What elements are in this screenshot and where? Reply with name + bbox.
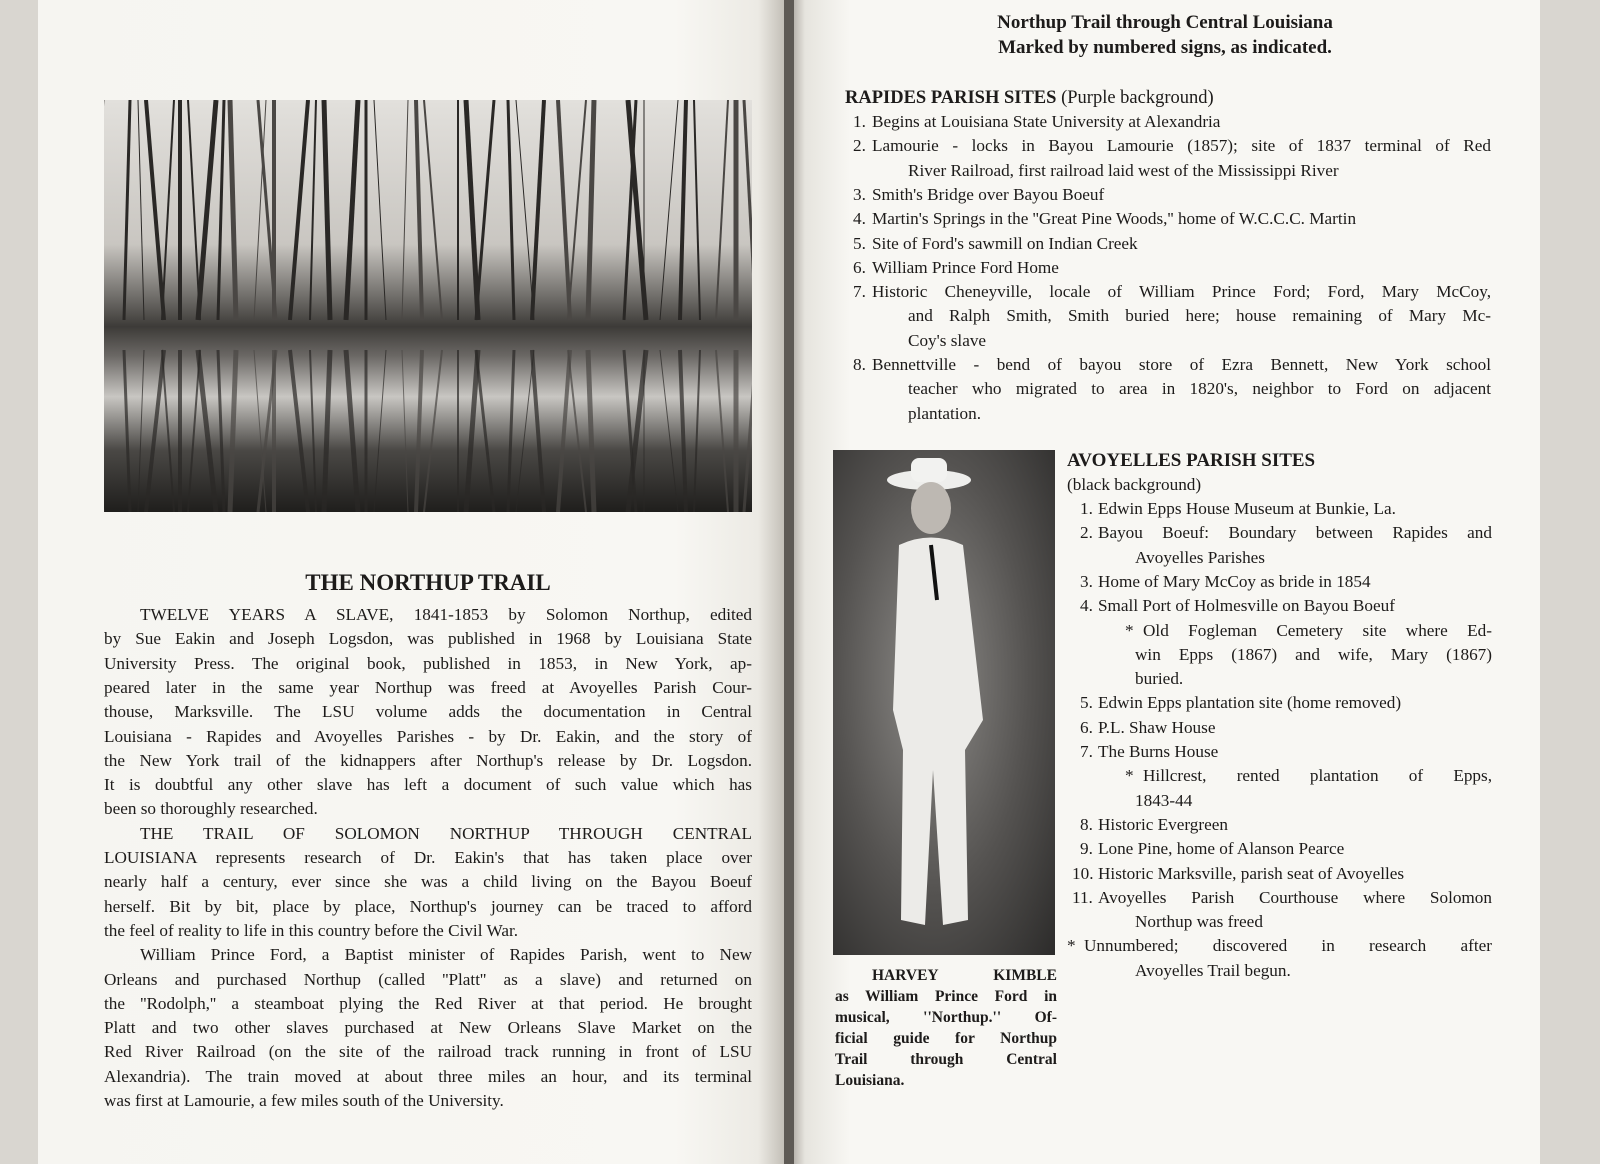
list-item-number: 2. — [853, 136, 866, 156]
list-item-text: Bennettville - bend of bayou store of Ezra Bennett, New York school — [872, 355, 1491, 374]
book-spine — [784, 0, 794, 1164]
right-page-title-line2: Marked by numbered signs, as indicated. — [998, 37, 1332, 58]
list-item-text: buried. — [1135, 669, 1184, 689]
list-item-text: Home of Mary McCoy as bride in 1854 — [1098, 571, 1371, 591]
list-item-text: Edwin Epps plantation site (home removed) — [1098, 693, 1402, 713]
list-item-text: Avoyelles Trail begun. — [1135, 960, 1291, 980]
list-item-text: Northup was freed — [1135, 912, 1263, 932]
list-item-text: Edwin Epps House Museum at Bunkie, La. — [1098, 499, 1396, 518]
list-item-text: Hillcrest, rented plantation of Epps, — [1143, 766, 1492, 786]
body-text-line: Platt and two other slaves purchased at New Orleans Slave Market on the — [104, 1018, 752, 1038]
list-item-text: Lamourie - locks in Bayou Lamourie (1857); site of 1837 terminal of Red — [872, 136, 1491, 156]
asterisk-marker: * — [1125, 766, 1134, 786]
body-text-line: It is doubtful any other slave has left a document of such value which has — [104, 775, 752, 795]
list-item-number: 1. — [853, 112, 866, 131]
list-item-text: Lone Pine, home of Alanson Pearce — [1098, 839, 1345, 859]
body-text-line: Louisiana - Rapides and Avoyelles Parishes - by Dr. Eakin, and the story of — [104, 726, 752, 746]
list-item-number: 3. — [853, 184, 866, 204]
list-item-number: 9. — [1080, 839, 1093, 859]
list-item-text: Bayou Boeuf: Boundary between Rapides and — [1098, 523, 1492, 543]
asterisk-marker: * — [1125, 620, 1134, 640]
body-text-line: Red River Railroad (on the site of the railroad track running in front of LSU — [104, 1042, 752, 1062]
list-item-number: 8. — [853, 355, 866, 374]
asterisk-marker: * — [1067, 936, 1076, 956]
list-item-text: Unnumbered; discovered in research after — [1084, 936, 1492, 956]
avoyelles-note: (black background) — [1067, 475, 1202, 494]
list-item-number: 7. — [1080, 742, 1093, 761]
body-text-line: was first at Lamourie, a few miles south of the University. — [104, 1091, 504, 1110]
list-item-text: Site of Ford's sawmill on Indian Creek — [872, 233, 1138, 253]
body-text-line: the New York trail of the kidnappers after Northup's release by Dr. Logsdon. — [104, 750, 752, 770]
list-item-text: and Ralph Smith, Smith buried here; house remaining of Mary Mc- — [908, 306, 1491, 326]
list-item-text: Historic Marksville, parish seat of Avoyelles — [1098, 863, 1405, 883]
body-text-line: LOUISIANA represents research of Dr. Eakin's that has taken place over — [104, 848, 752, 867]
list-item-text: River Railroad, first railroad laid west of the Mississippi River — [908, 160, 1339, 180]
body-text-line: herself. Bit by bit, place by place, Northup's journey can be traced to afford — [104, 896, 752, 916]
body-text-line: nearly half a century, ever since she was a child living on the Bayou Boeuf — [104, 872, 752, 892]
photo-caption-line: Trail through Central — [835, 1051, 1057, 1068]
body-text-line: peared later in the same year Northup was freed at Avoyelles Parish Cour- — [104, 677, 752, 697]
list-item-number: 5. — [853, 233, 866, 253]
list-item-text: William Prince Ford Home — [872, 257, 1059, 277]
photo-caption-line: as William Prince Ford in — [835, 988, 1057, 1005]
list-item-number: 4. — [1080, 596, 1093, 616]
body-text-line: Orleans and purchased Northup (called ''Platt'' as a slave) and returned on — [104, 969, 752, 989]
photo-caption-line: musical, ''Northup.'' Of- — [835, 1009, 1057, 1026]
body-text-line: TWELVE YEARS A SLAVE, 1841-1853 by Solomon Northup, edited — [140, 605, 752, 624]
list-item-text: The Burns House — [1098, 742, 1219, 761]
list-item-text: Avoyelles Parish Courthouse where Solomon — [1098, 887, 1492, 907]
list-item-text: Coy's slave — [908, 330, 987, 350]
list-item-text: Smith's Bridge over Bayou Boeuf — [872, 184, 1105, 204]
right-page-title-line1: Northup Trail through Central Louisiana — [997, 12, 1333, 33]
rapides-heading-row — [845, 86, 1214, 110]
body-text-line: thouse, Marksville. The LSU volume adds the documentation in Central — [104, 702, 752, 722]
photo-caption-line: Louisiana. — [835, 1072, 905, 1089]
body-text-line: Alexandria). The train moved at about three miles an hour, and its terminal — [104, 1066, 752, 1086]
avoyelles-heading: AVOYELLES PARISH SITES — [1067, 450, 1316, 471]
list-item-text: teacher who migrated to area in 1820's, neighbor to Ford on adjacent — [908, 379, 1491, 399]
list-item-number: 8. — [1080, 814, 1093, 834]
photo-caption-line: HARVEY KIMBLE — [872, 967, 1057, 984]
list-item-number: 2. — [1080, 523, 1093, 543]
body-text-line: William Prince Ford, a Baptist minister of Rapides Parish, went to New — [140, 945, 752, 965]
body-text-line: by Sue Eakin and Joseph Logsdon, was published in 1968 by Louisiana State — [104, 629, 752, 649]
harvey-kimble-photo — [833, 450, 1055, 955]
list-item-text: Historic Cheneyville, locale of William Prince Ford; Ford, Mary McCoy, — [872, 282, 1491, 302]
body-text-line: University Press. The original book, published in 1853, in New York, ap- — [104, 653, 752, 673]
list-item-text: Avoyelles Parishes — [1135, 547, 1265, 567]
rapides-heading: RAPIDES PARISH SITES — [845, 88, 1057, 108]
rapides-note: (Purple background) — [1061, 88, 1214, 108]
body-text-line: been so thoroughly researched. — [104, 799, 318, 819]
left-page-title: THE NORTHUP TRAIL — [305, 570, 551, 595]
list-item-text: Old Fogleman Cemetery site where Ed- — [1143, 620, 1492, 640]
body-text-line: the ''Rodolph,'' a steamboat plying the Red River at that period. He brought — [104, 993, 752, 1013]
list-item-text: plantation. — [908, 403, 982, 423]
photo-caption-line: ficial guide for Northup — [835, 1030, 1057, 1047]
list-item-number: 6. — [853, 257, 866, 277]
list-item-text: Begins at Louisiana State University at Alexandria — [872, 112, 1221, 131]
list-item-text: win Epps (1867) and wife, Mary (1867) — [1135, 644, 1492, 664]
list-item-number: 5. — [1080, 693, 1093, 713]
list-item-text: 1843-44 — [1135, 790, 1193, 810]
list-item-number: 4. — [853, 209, 866, 229]
list-item-number: 10. — [1072, 863, 1094, 883]
list-item-text: Historic Evergreen — [1098, 814, 1228, 834]
list-item-number: 11. — [1072, 887, 1093, 907]
list-item-number: 6. — [1080, 717, 1093, 737]
list-item-text: P.L. Shaw House — [1098, 717, 1216, 737]
body-text-line: the feel of reality to life in this country before the Civil War. — [104, 920, 519, 940]
list-item-number: 3. — [1080, 571, 1093, 591]
list-item-number: 1. — [1080, 499, 1093, 518]
list-item-number: 7. — [853, 282, 866, 302]
body-text-line: THE TRAIL OF SOLOMON NORTHUP THROUGH CENTRAL — [140, 823, 752, 843]
list-item-text: Martin's Springs in the ''Great Pine Woods,'' home of W.C.C.C. Martin — [872, 209, 1357, 229]
bayou-photo — [104, 100, 752, 512]
list-item-text: Small Port of Holmesville on Bayou Boeuf — [1098, 596, 1395, 616]
